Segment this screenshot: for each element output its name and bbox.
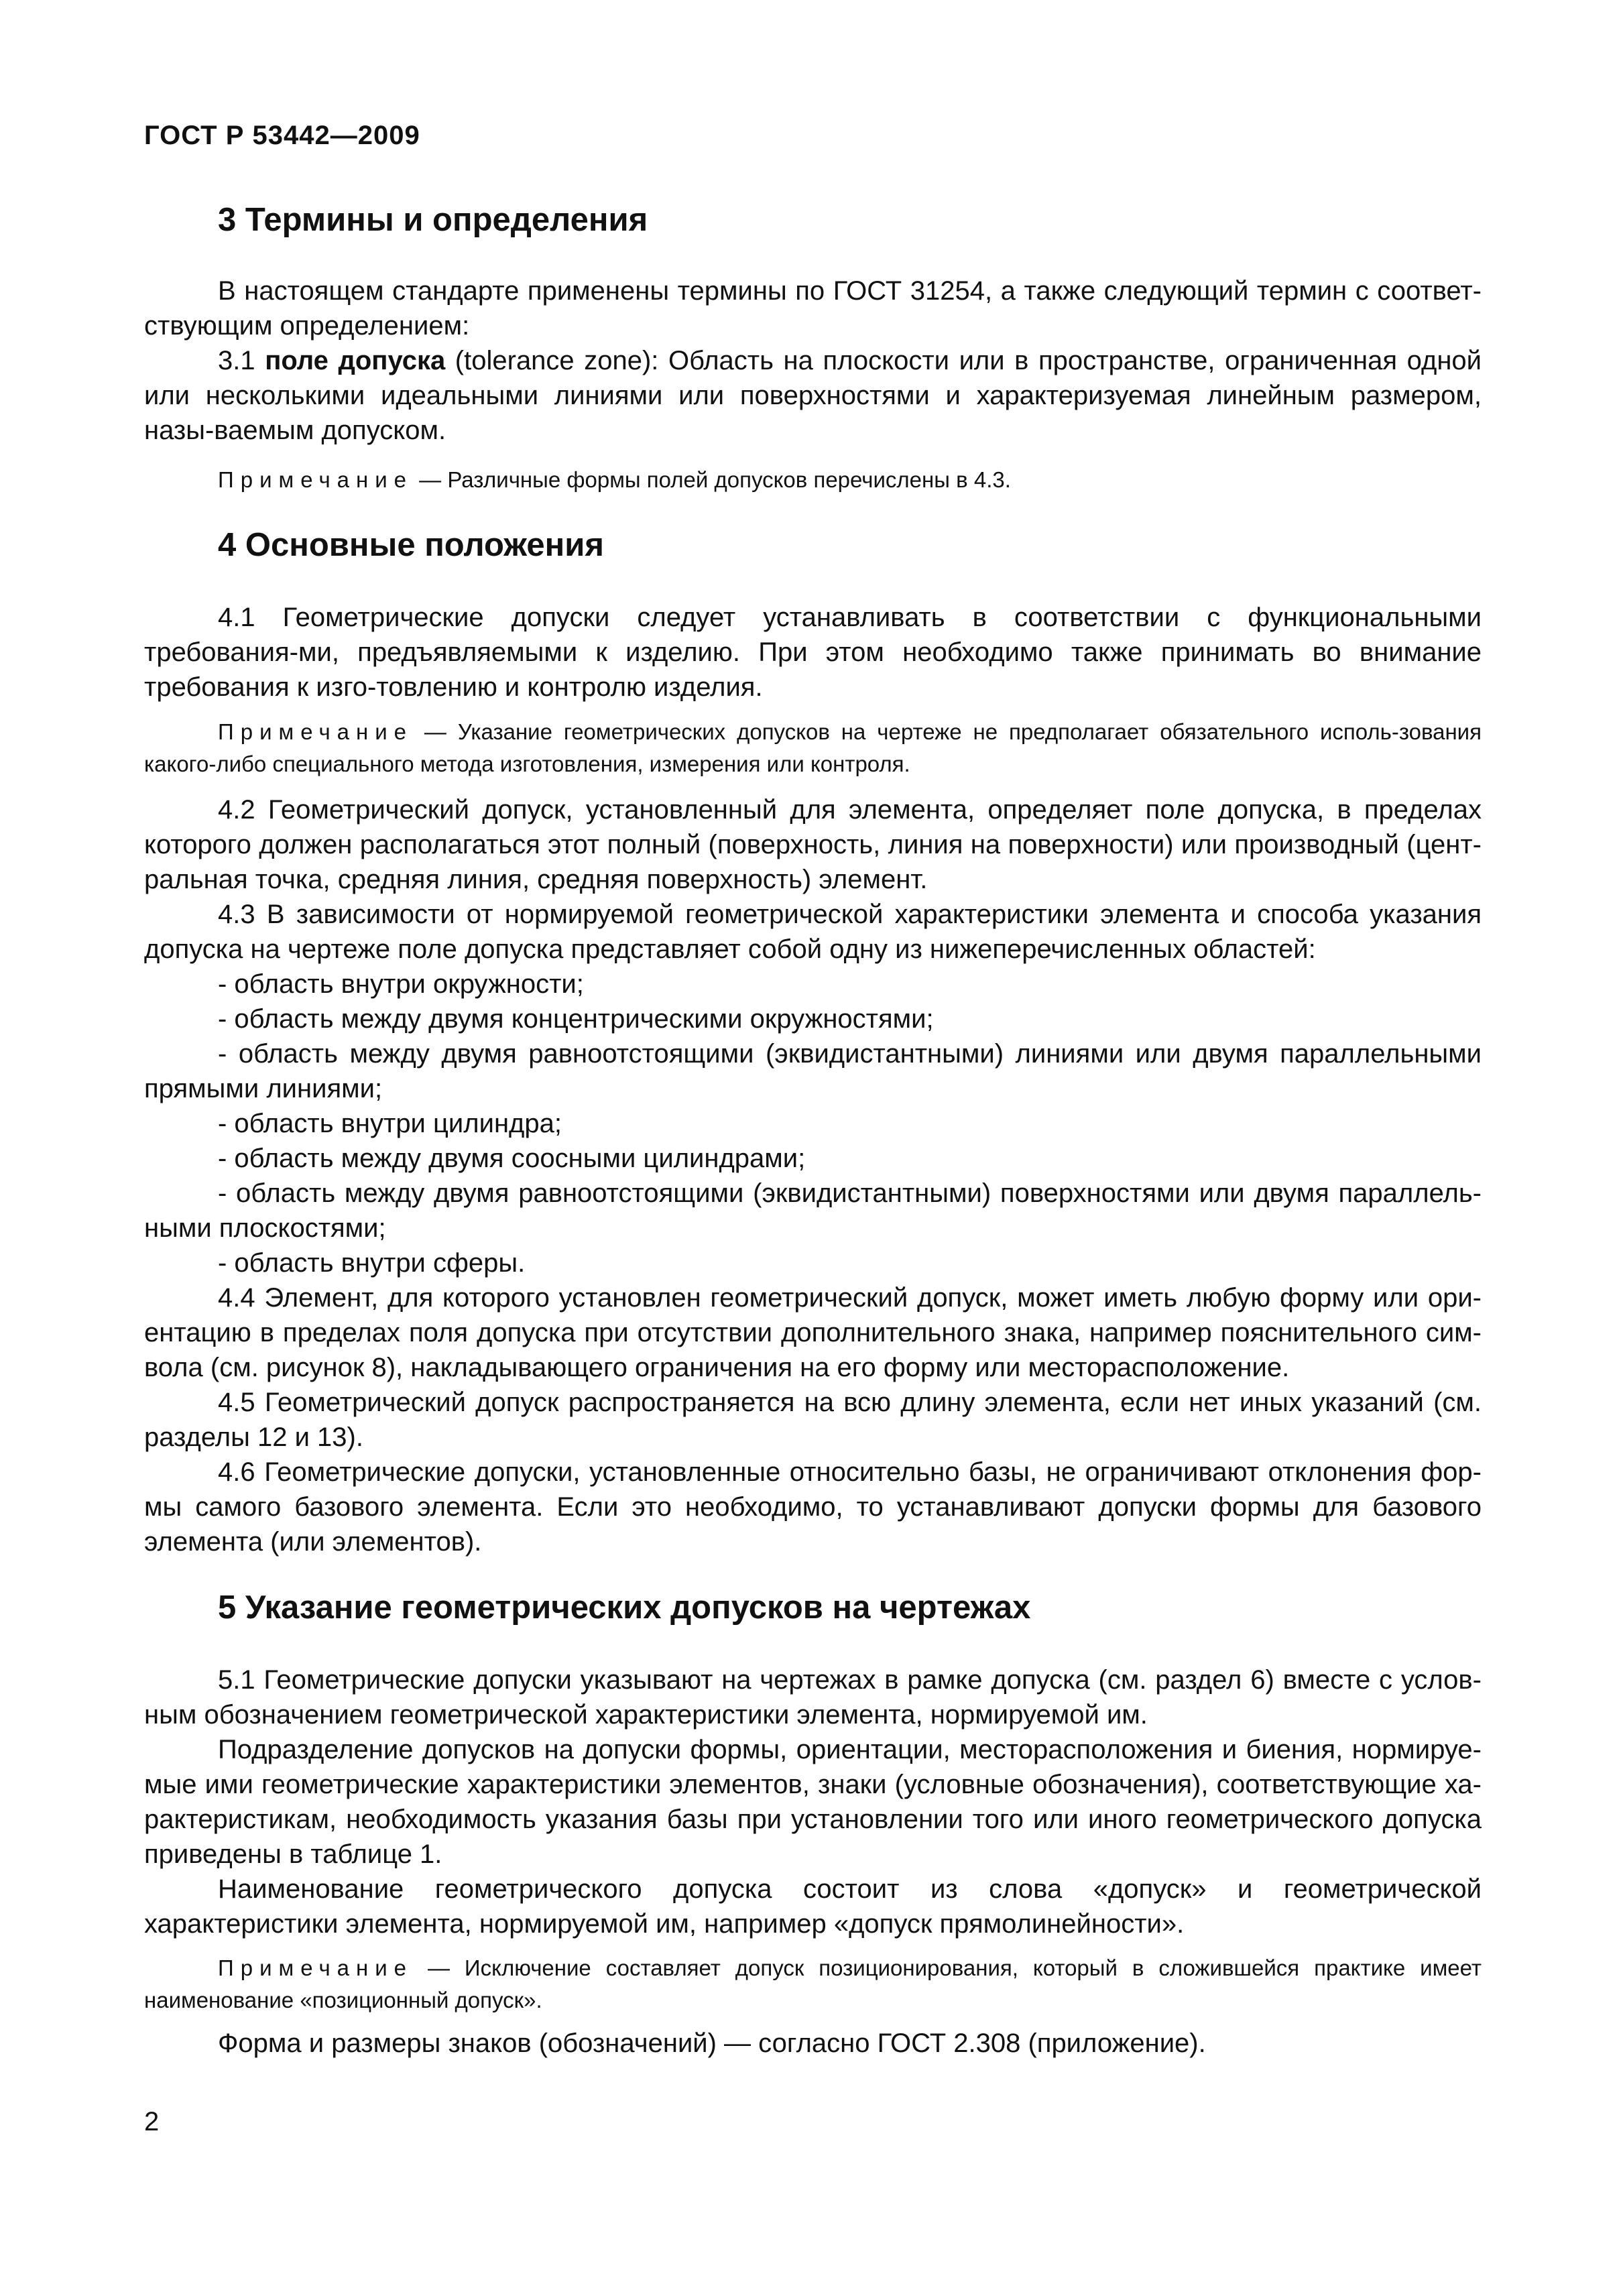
definition-text: (tolerance zone): Область на плоскости или в пространстве, ограниченная одной или несколькими идеальными линиями или поверхностями и характеризуемая линейным размером, назы-ваемым допуском. [144,346,1482,445]
section-4-title: 4 Основные положения [218,527,604,563]
section-3-note [144,464,1482,496]
document-header: ГОСТ Р 53442—2009 [144,121,420,150]
clause-5-1-classification: Подразделение допусков на допуски формы, ориентации, месторасположения и биения, нормируе-мые ими геометрические характеристики элементов, знаки (условные обозначения), соответствующие ха-рактеристикам, необходимость указания базы при установлении того или иного геометрического допуска приведены в таблице 1. [144,1735,1482,1869]
clause-4-6: 4.6 Геометрические допуски, установленные относительно базы, не ограничивают отклонения фор-мы самого базового элемента. Если это необходимо, то устанавливают допуски формы для базового элемента (или элементов). [144,1457,1482,1557]
list-item: - область внутри сферы. [218,1248,526,1278]
note-label: Примечание [218,719,414,744]
definition-3-1 [144,343,1482,448]
section-3-intro: В настоящем стандарте применены термины по ГОСТ 31254, а также следующий термин с соответ-ствующим определением: [144,276,1482,341]
note-text: — Указание геометрических допусков на чертеже не предполагает обязательного исполь-зования какого-либо специального метода изготовления, измерения или контроля. [144,719,1482,776]
clause-4-5: 4.5 Геометрический допуск распространяется на всю длину элемента, если нет иных указаний (см. разделы 12 и 13). [144,1388,1482,1452]
clause-5-1: 5.1 Геометрические допуски указывают на чертежах в рамке допуска (см. раздел 6) вместе с услов-ным обозначением геометрической характеристики элемента, нормируемой им. [144,1665,1482,1730]
clause-4-4: 4.4 Элемент, для которого установлен геометрический допуск, может иметь любую форму или ори-ентацию в пределах поля допуска при отсутствии дополнительного знака, например пояснительного сим-вола (см. рисунок 8), накладывающего ограничения на его форму или месторасположение. [144,1283,1482,1382]
definition-term: поле допуска [265,346,446,375]
list-item: - область внутри цилиндра; [218,1109,562,1138]
note-label: Примечание [218,1955,414,1980]
section-3-title: 3 Термины и определения [218,202,648,238]
section-5-title: 5 Указание геометрических допусков на чертежах [218,1589,1031,1626]
section-4-note [144,716,1482,780]
tolerance-zone-list [144,967,1482,1280]
clause-5-1-signs: Форма и размеры знаков (обозначений) — согласно ГОСТ 2.308 (приложение). [218,2029,1206,2058]
clause-4-3: 4.3 В зависимости от нормируемой геометрической характеристики элемента и способа указания допуска на чертеже поле допуска представляет собой одну из нижеперечисленных областей: [144,900,1482,964]
clause-4-1: 4.1 Геометрические допуски следует устанавливать в соответствии с функциональными требования-ми, предъявляемыми к изделию. При этом необходимо также принимать во внимание требования к изго-товлению и контролю изделия. [144,603,1482,702]
definition-number: 3.1 [218,346,265,375]
clause-4-2: 4.2 Геометрический допуск, установленный для элемента, определяет поле допуска, в пределах которого должен располагаться этот полный (поверхность, линия на поверхности) или производный (цент-ральная точка, средняя линия, средняя поверхность) элемент. [144,795,1482,894]
list-item: - область между двумя равноотстоящими (эквидистантными) линиями или двумя параллельными прямыми линиями; [144,1039,1482,1103]
list-item: - область внутри окружности; [218,969,584,999]
clause-5-1-naming: Наименование геометрического допуска состоит из слова «допуск» и геометрической характеристики элемента, нормируемой им, например «допуск прямолинейности». [144,1874,1482,1939]
page-number: 2 [144,2107,160,2136]
list-item: - область между двумя равноотстоящими (эквидистантными) поверхностями или двумя параллель-ными плоскостями; [144,1179,1482,1243]
note-label: Примечание [218,467,414,492]
note-text: — Исключение составляет допуск позиционирования, который в сложившейся практике имеет наименование «позиционный допуск». [144,1955,1482,2012]
section-5-note [144,1952,1482,2016]
list-item: - область между двумя соосными цилиндрами; [218,1144,806,1173]
list-item: - область между двумя концентрическими окружностями; [218,1004,934,1034]
note-text: — Различные формы полей допусков перечислены в 4.3. [413,467,1011,492]
